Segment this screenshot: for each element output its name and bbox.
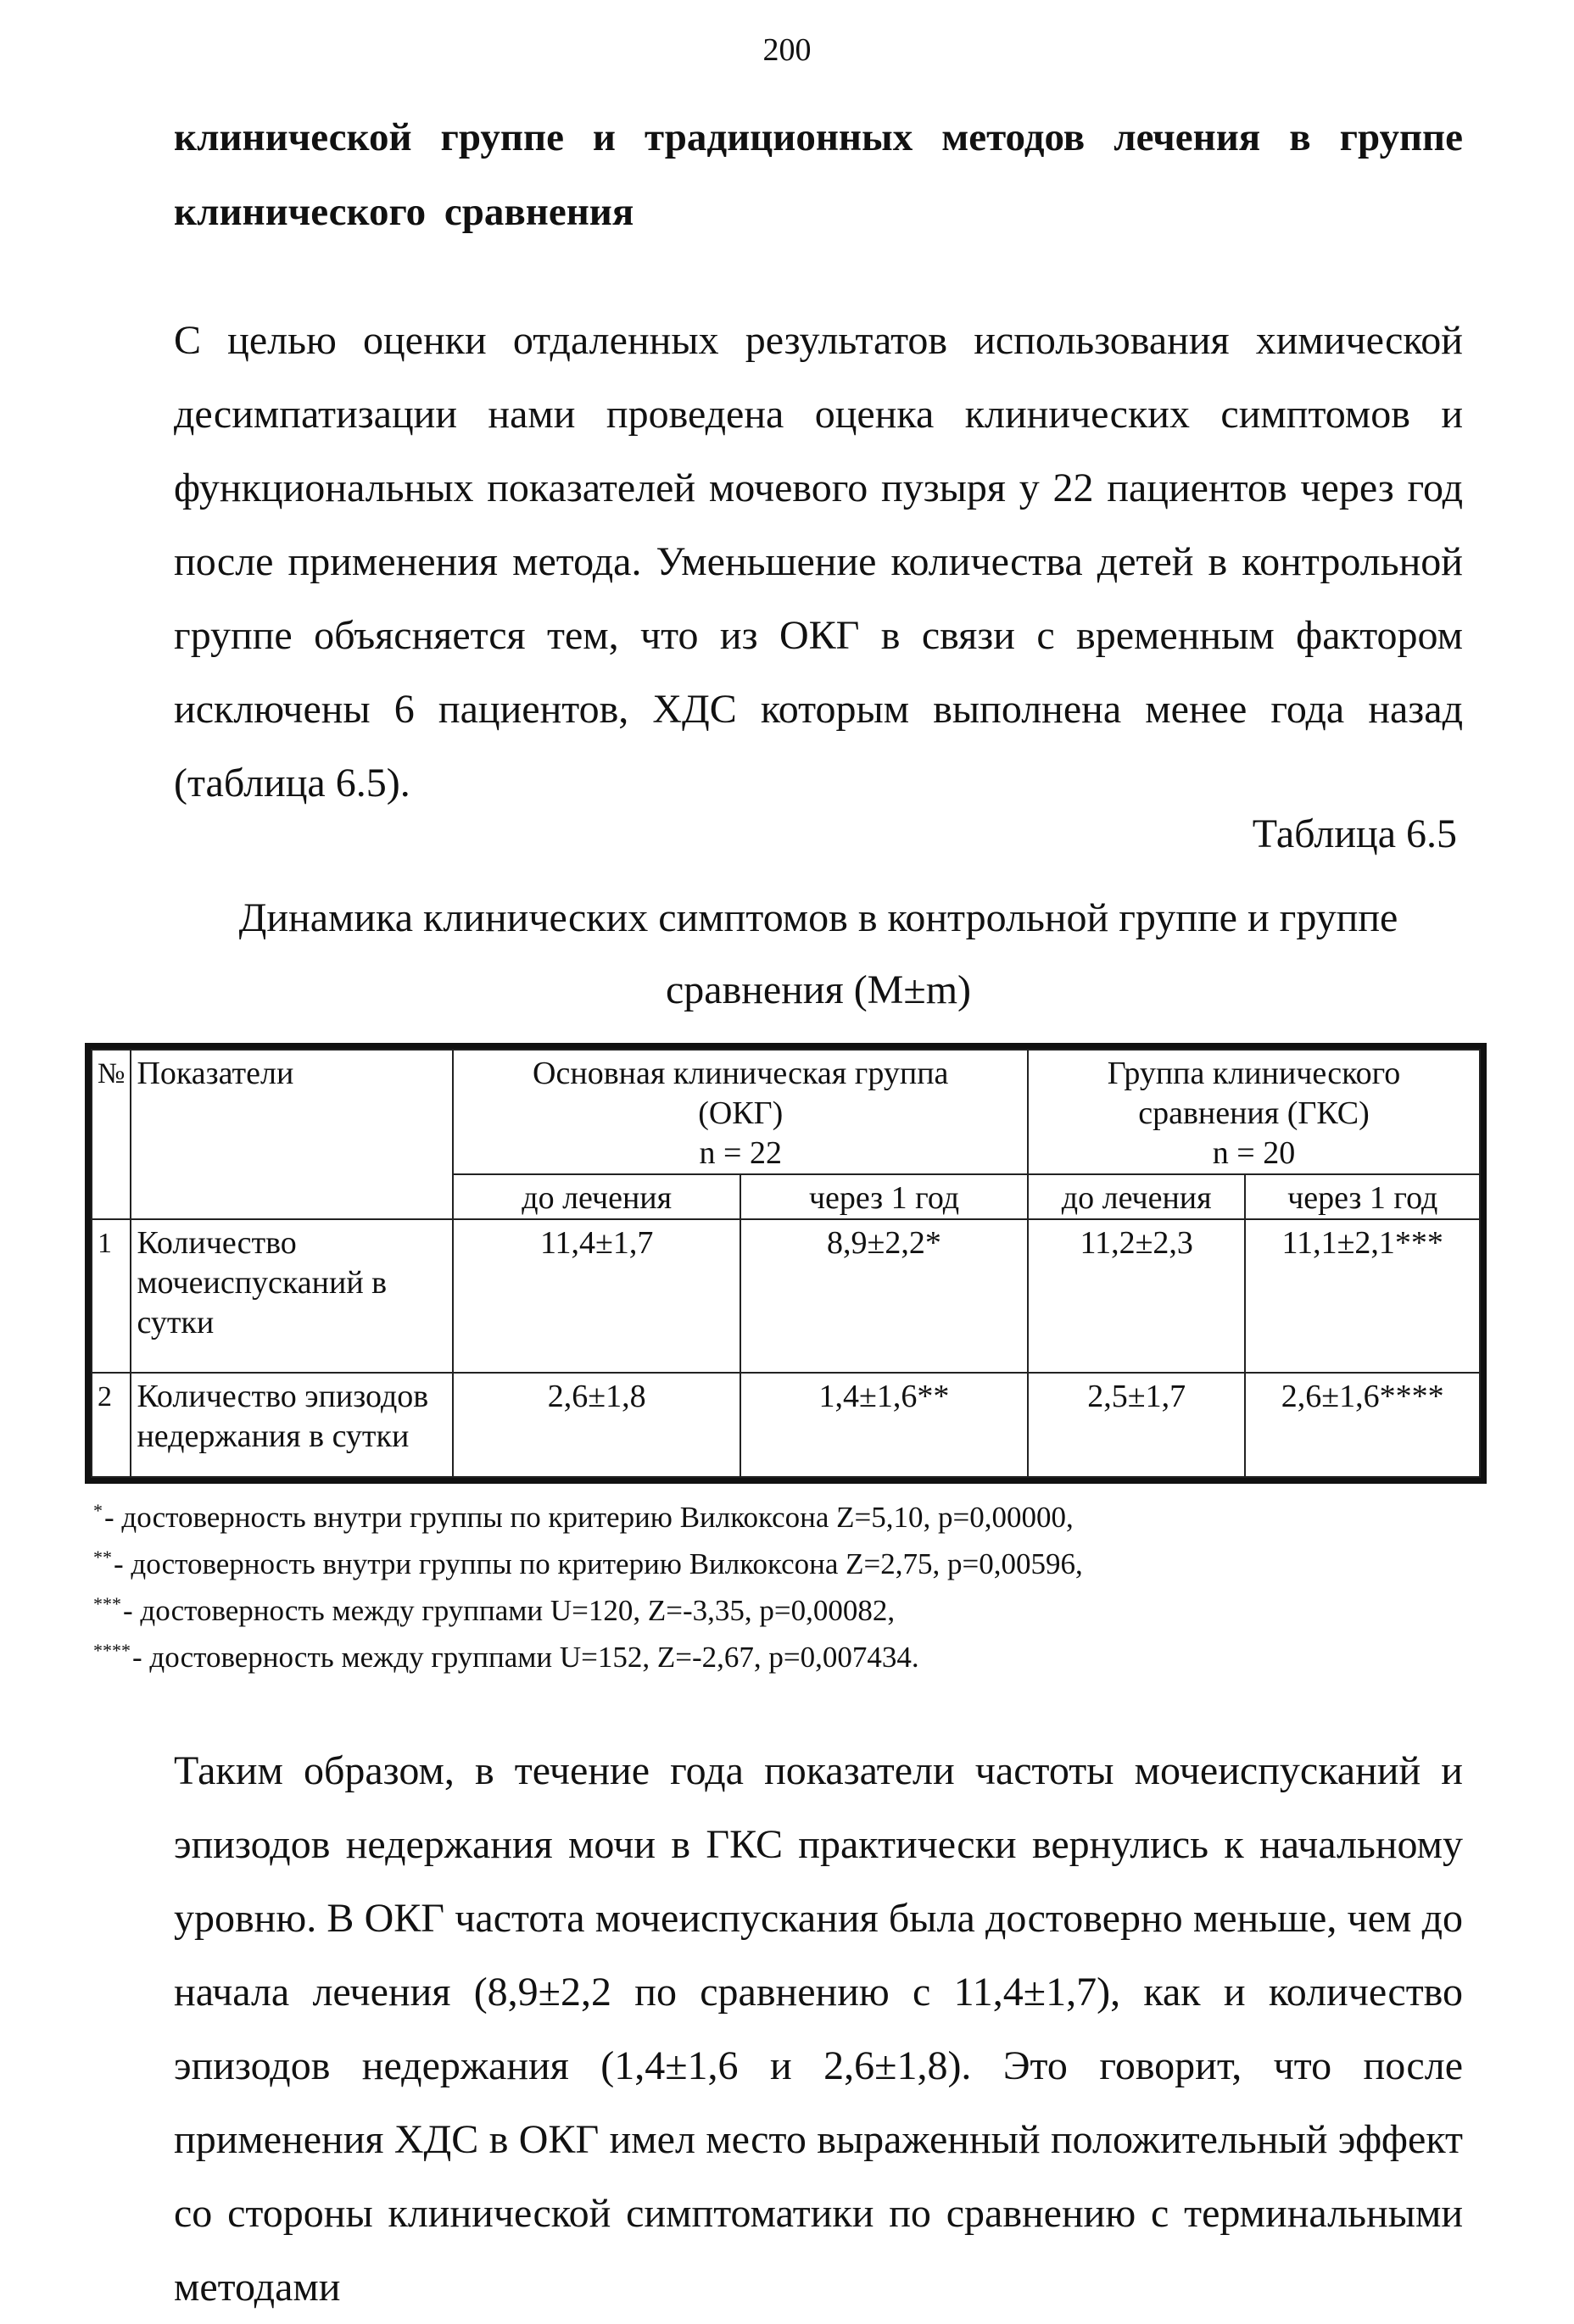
page-number: 200 xyxy=(762,32,812,68)
subheader-gks-before: до лечения xyxy=(1028,1174,1245,1219)
header-okg-line3: n = 22 xyxy=(699,1135,782,1171)
footnote-text: - достоверность между группами U=152, Z=-2,67, p=0,007434. xyxy=(132,1641,919,1674)
footnote-mark: **** xyxy=(93,1640,131,1661)
header-okg-line1: Основная клиническая группа xyxy=(533,1056,949,1091)
header-group-gks xyxy=(1028,1050,1480,1174)
footnote xyxy=(93,1630,1484,1677)
section-heading: клинической группе и традиционных методов лечения в группе клинического сравнения xyxy=(174,115,1463,234)
row-indicator: Количество мочеиспусканий в сутки xyxy=(131,1219,453,1373)
table-row xyxy=(92,1373,1480,1477)
row-number: 1 xyxy=(92,1219,131,1373)
footnote-mark: * xyxy=(93,1500,103,1521)
footnote-mark: *** xyxy=(93,1593,121,1614)
footnote-mark: ** xyxy=(93,1547,112,1568)
footnote xyxy=(93,1537,1484,1584)
table-title: Динамика клинических симптомов в контрольной группе и группе сравнения (M±m) xyxy=(238,895,1398,1012)
cell-okg-before: 2,6±1,8 xyxy=(453,1373,740,1477)
row-indicator: Количество эпизодов недержания в сутки xyxy=(131,1373,453,1477)
table-row xyxy=(92,1219,1480,1373)
intro-paragraph xyxy=(174,304,1463,820)
intro-paragraph-text: С целью оценки отдаленных результатов использования химической десимпатизации нами проведена оценка клинических симптомов и функциональных показателей мочевого пузыря у 22 пациентов через год после применения метода. Уменьшение количества детей в контрольной группе объясняется тем, что из ОКГ в связи с временным фактором исключены 6 пациентов, ХДС которым выполнена менее года назад (таблица 6.5). xyxy=(174,318,1463,805)
footnote-text: - достоверность между группами U=120, Z=-3,35, p=0,00082, xyxy=(123,1594,896,1627)
cell-gks-after: 2,6±1,6**** xyxy=(1245,1373,1480,1477)
footnote xyxy=(93,1584,1484,1630)
header-gks-line3: n = 20 xyxy=(1212,1135,1296,1171)
header-group-okg xyxy=(453,1050,1028,1174)
cell-gks-before: 11,2±2,3 xyxy=(1028,1219,1245,1373)
header-indicator: Показатели xyxy=(131,1050,453,1219)
cell-okg-after: 8,9±2,2* xyxy=(740,1219,1028,1373)
cell-gks-after: 11,1±2,1*** xyxy=(1245,1219,1480,1373)
table-label: Таблица 6.5 xyxy=(1252,811,1457,856)
table-footnotes xyxy=(93,1491,1484,1677)
subheader-okg-after: через 1 год xyxy=(740,1174,1028,1219)
subheader-gks-after: через 1 год xyxy=(1245,1174,1480,1219)
header-gks-line1: Группа клинического xyxy=(1107,1056,1401,1091)
cell-okg-before: 11,4±1,7 xyxy=(453,1219,740,1373)
footnote xyxy=(93,1491,1484,1537)
header-okg-line2: (ОКГ) xyxy=(698,1095,784,1131)
cell-okg-after: 1,4±1,6** xyxy=(740,1373,1028,1477)
header-gks-line2: сравнения (ГКС) xyxy=(1138,1095,1370,1131)
subheader-okg-before: до лечения xyxy=(453,1174,740,1219)
cell-gks-before: 2,5±1,7 xyxy=(1028,1373,1245,1477)
footnote-text: - достоверность внутри группы по критерию Вилкоксона Z=2,75, p=0,00596, xyxy=(114,1547,1083,1580)
header-number: № xyxy=(92,1050,131,1219)
conclusion-paragraph xyxy=(174,1734,1463,2324)
footnote-text: - достоверность внутри группы по критерию Вилкоксона Z=5,10, p=0,00000, xyxy=(104,1501,1074,1534)
conclusion-paragraph-text: Таким образом, в течение года показатели частоты мочеиспусканий и эпизодов недержания мочи в ГКС практически вернулись к начальному уровню. В ОКГ частота мочеиспускания была достоверно меньше, чем до начала лечения (8,9±2,2 по сравнению с 11,4±1,7), как и количество эпизодов недержания (1,4±1,6 и 2,6±1,8). Это говорит, что после применения ХДС в ОКГ имел место выраженный положительный эффект со стороны клинической симптоматики по сравнению с терминальными методами xyxy=(174,1748,1463,2310)
row-number: 2 xyxy=(92,1373,131,1477)
results-table xyxy=(85,1043,1487,1484)
